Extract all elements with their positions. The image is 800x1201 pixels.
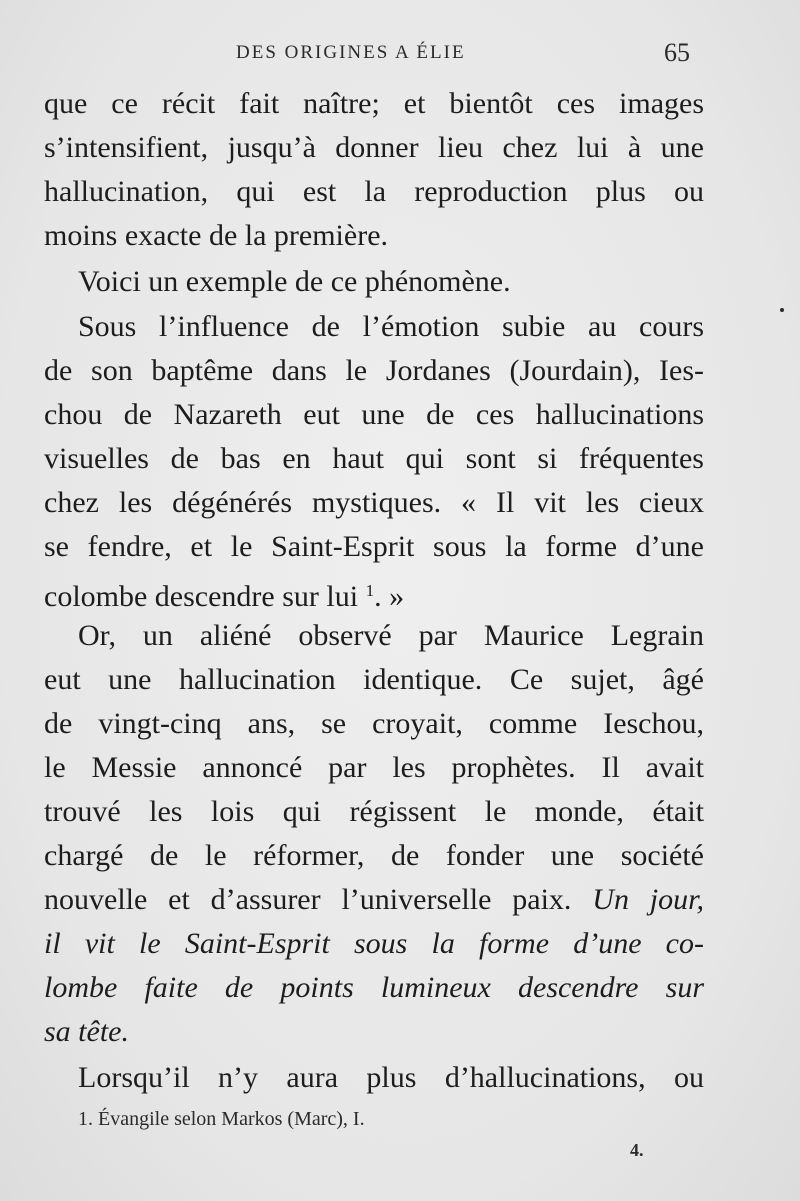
text-line-mixed: [44, 878, 704, 922]
signature-mark: 4.: [630, 1140, 644, 1160]
text-line: que ce récit fait naître; et bientôt ces images: [44, 87, 704, 120]
text-line: chou de Nazareth eut une de ces hallucinations: [44, 398, 704, 431]
text-line: de son baptême dans le Jordanes (Jourdain), Ies-: [44, 354, 704, 387]
page-number: 65: [664, 38, 690, 67]
text-line: Voici un exemple de ce phénomène.: [78, 265, 511, 298]
text-line: de vingt-cinq ans, se croyait, comme Ieschou,: [44, 707, 704, 740]
text-line: s’intensifient, jusqu’à donner lieu chez lui à une: [44, 131, 704, 164]
page-header: [0, 38, 800, 70]
closing-quote: . »: [374, 580, 405, 613]
text-line: eut une hallucination identique. Ce sujet, âgé: [44, 663, 704, 696]
italic-fragment: Un jour,: [592, 883, 704, 916]
text-line: hallucination, qui est la reproduction plus ou: [44, 175, 704, 208]
paragraph-start: Lorsqu’il n’y aura plus d’hallucinations, ou: [78, 1061, 704, 1094]
running-head: DES ORIGINES A ÉLIE: [236, 42, 466, 63]
text-line-with-footnote: [44, 569, 704, 613]
text-fragment: colombe descendre sur lui: [44, 580, 359, 613]
italic-line: sa tête.: [44, 1015, 129, 1048]
paragraph-start: Sous l’influence de l’émotion subie au cours: [78, 310, 704, 343]
text-line: moins exacte de la première.: [44, 219, 389, 252]
text-line: chez les dégénérés mystiques. « Il vit les cieux: [44, 486, 704, 519]
text-fragment: nouvelle et d’assurer l’universelle paix.: [44, 883, 572, 916]
italic-line: il vit le Saint-Esprit sous la forme d’une co-: [44, 927, 704, 960]
footnote-ref: 1: [365, 581, 375, 600]
paragraph-start: Or, un aliéné observé par Maurice Legrain: [78, 619, 704, 652]
text-line: chargé de le réformer, de fonder une société: [44, 839, 704, 872]
ink-speck: [780, 308, 784, 312]
footnote: 1. Évangile selon Markos (Marc), I.: [78, 1108, 365, 1130]
italic-line: lombe faite de points lumineux descendre sur: [44, 971, 704, 1004]
text-line: se fendre, et le Saint-Esprit sous la forme d’une: [44, 530, 704, 563]
text-line: le Messie annoncé par les prophètes. Il avait: [44, 751, 704, 784]
text-line: visuelles de bas en haut qui sont si fréquentes: [44, 442, 704, 475]
text-line: trouvé les lois qui régissent le monde, était: [44, 795, 704, 828]
